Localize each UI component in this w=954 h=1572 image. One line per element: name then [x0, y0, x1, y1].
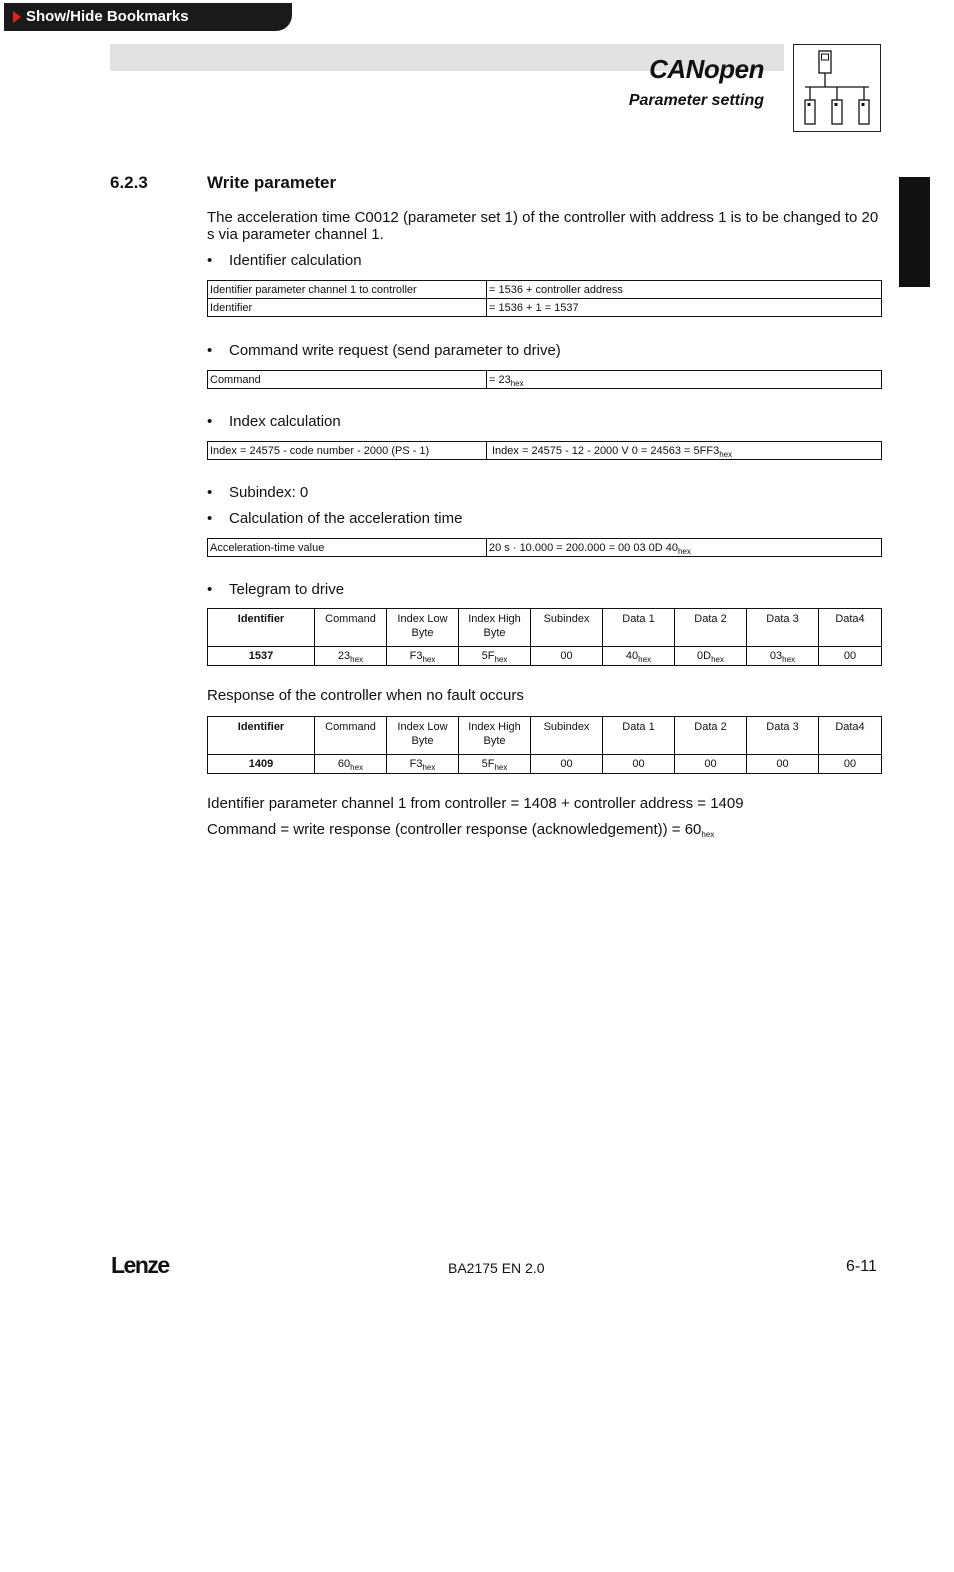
note-line	[207, 821, 887, 838]
table-row	[208, 281, 882, 299]
table-cell	[603, 755, 675, 774]
hex-subscript: hex	[350, 655, 364, 664]
table-cell	[819, 755, 882, 774]
note-text: Command = write response (controller response (acknowledgement)) = 60	[207, 821, 702, 838]
hex-subscript: hex	[510, 378, 524, 388]
acceleration-table	[207, 538, 882, 557]
bookmark-tab-label: Show/Hide Bookmarks	[26, 8, 189, 25]
table-cell	[675, 647, 747, 666]
list-item: • Subindex: 0	[207, 484, 309, 501]
table-row	[208, 755, 882, 774]
table-cell	[315, 755, 387, 774]
cell-value: 00	[843, 650, 857, 662]
cell-value: 23	[337, 650, 351, 662]
hex-subscript: hex	[350, 763, 364, 772]
column-header: Subindex	[531, 609, 603, 647]
hex-subscript: hex	[422, 763, 436, 772]
column-header: Index Low Byte	[387, 717, 459, 755]
cell-value: 00	[776, 758, 789, 770]
page-subtitle: Parameter setting	[628, 92, 764, 109]
cell-value: 60	[337, 758, 351, 770]
note-line: Identifier parameter channel 1 from controller = 1408 + controller address = 1409	[207, 795, 744, 812]
list-item: • Index calculation	[207, 413, 341, 430]
command-table	[207, 370, 882, 389]
list-item: • Telegram to drive	[207, 581, 345, 598]
table-row	[208, 299, 882, 317]
column-header: Identifier	[208, 717, 315, 755]
table-cell	[487, 371, 882, 389]
column-header: Data 1	[603, 717, 675, 755]
table-cell	[603, 647, 675, 666]
table-cell	[487, 539, 882, 557]
column-header: Data 1	[603, 609, 675, 647]
column-header: Index High Byte	[459, 609, 531, 647]
list-item: • Command write request (send parameter to drive)	[207, 342, 561, 359]
table-cell	[315, 647, 387, 666]
table-cell: Identifier	[208, 299, 487, 317]
cell-value: 00	[560, 650, 573, 662]
hex-subscript: hex	[638, 655, 652, 664]
value-text: = 23	[489, 373, 511, 386]
table-cell: = 1536 + 1 = 1537	[487, 299, 882, 317]
table-cell	[208, 647, 315, 666]
table-cell: = 1536 + controller address	[487, 281, 882, 299]
table-cell	[747, 647, 819, 666]
table-cell	[459, 755, 531, 774]
cell-value: F3	[409, 758, 423, 770]
column-header: Data 2	[675, 717, 747, 755]
hex-subscript: hex	[677, 546, 691, 556]
table-cell	[387, 755, 459, 774]
table-cell	[531, 755, 603, 774]
table-cell	[531, 647, 603, 666]
bullet-text: Calculation of the acceleration time	[229, 510, 463, 527]
table-row	[208, 371, 882, 389]
hex-subscript: hex	[719, 449, 733, 459]
telegram-table	[207, 608, 882, 666]
table-cell	[459, 647, 531, 666]
hex-subscript: hex	[494, 763, 508, 772]
column-header: Index Low Byte	[387, 609, 459, 647]
network-topology-icon	[793, 44, 881, 132]
cell-value: 03	[769, 650, 783, 662]
table-header-row	[208, 717, 882, 755]
cell-value: 00	[843, 758, 857, 770]
table-row	[208, 442, 882, 460]
chapter-thumb-tab	[899, 177, 930, 287]
table-cell: Identifier parameter channel 1 to controller	[208, 281, 487, 299]
cell-value: 00	[632, 758, 645, 770]
page-number: 6-11	[846, 1258, 877, 1275]
show-hide-bookmarks-button[interactable]	[4, 3, 292, 31]
cell-value: 40	[625, 650, 639, 662]
hex-subscript: hex	[711, 655, 724, 664]
list-item: • Identifier calculation	[207, 252, 362, 269]
hex-subscript: hex	[701, 830, 715, 839]
cell-value: 00	[704, 758, 717, 770]
column-header: Identifier	[208, 609, 315, 647]
table-row	[208, 647, 882, 666]
table-cell: Command	[208, 371, 487, 389]
bullet-text: Index calculation	[229, 413, 341, 430]
table-header-row	[208, 609, 882, 647]
column-header: Data4	[819, 609, 882, 647]
table-cell	[487, 442, 882, 460]
column-header: Data4	[819, 717, 882, 755]
cell-value: 5F	[481, 650, 495, 662]
table-cell: Index = 24575 - code number - 2000 (PS - 1)	[208, 442, 487, 460]
intro-paragraph: The acceleration time C0012 (parameter set 1) of the controller with address 1 is to be changed to 20 s via parameter channel 1.	[207, 209, 879, 243]
list-item: • Calculation of the acceleration time	[207, 510, 463, 527]
cell-value: F3	[409, 650, 423, 662]
value-text: Index = 24575 - 12 - 2000 V 0 = 24563 = 5FF3	[492, 444, 720, 457]
column-header: Subindex	[531, 717, 603, 755]
column-header: Data 3	[747, 717, 819, 755]
table-cell	[747, 755, 819, 774]
document-id: BA2175 EN 2.0	[448, 1260, 545, 1276]
table-row	[208, 539, 882, 557]
response-heading: Response of the controller when no fault occurs	[207, 687, 524, 704]
bullet-text: Command write request (send parameter to drive)	[229, 342, 561, 359]
cell-value: 5F	[481, 758, 495, 770]
table-cell	[387, 647, 459, 666]
lenze-logo: Lenze	[111, 1252, 169, 1278]
table-cell: Acceleration-time value	[208, 539, 487, 557]
column-header: Command	[315, 609, 387, 647]
cell-value: 1537	[248, 650, 274, 662]
column-header: Command	[315, 717, 387, 755]
bullet-text: Identifier calculation	[229, 252, 362, 269]
index-table	[207, 441, 882, 460]
hex-subscript: hex	[422, 655, 436, 664]
hex-subscript: hex	[494, 655, 508, 664]
section-title: Write parameter	[207, 173, 337, 192]
bullet-text: Subindex: 0	[229, 484, 309, 501]
cell-value: 00	[560, 758, 573, 770]
bullet-text: Telegram to drive	[229, 581, 345, 598]
table-cell	[208, 755, 315, 774]
column-header: Data 2	[675, 609, 747, 647]
cell-value: 0D	[697, 650, 712, 662]
triangle-right-icon	[13, 11, 21, 23]
section-number: 6.2.3	[110, 173, 148, 192]
column-header: Index High Byte	[459, 717, 531, 755]
table-cell	[675, 755, 747, 774]
cell-value: 1409	[248, 758, 274, 770]
column-header: Data 3	[747, 609, 819, 647]
identifier-table	[207, 280, 882, 317]
value-text: 20 s · 10.000 = 200.000 = 00 03 0D 40	[489, 541, 678, 554]
response-table	[207, 716, 882, 774]
page-title: CANopen	[649, 54, 764, 84]
table-cell	[819, 647, 882, 666]
hex-subscript: hex	[782, 655, 796, 664]
